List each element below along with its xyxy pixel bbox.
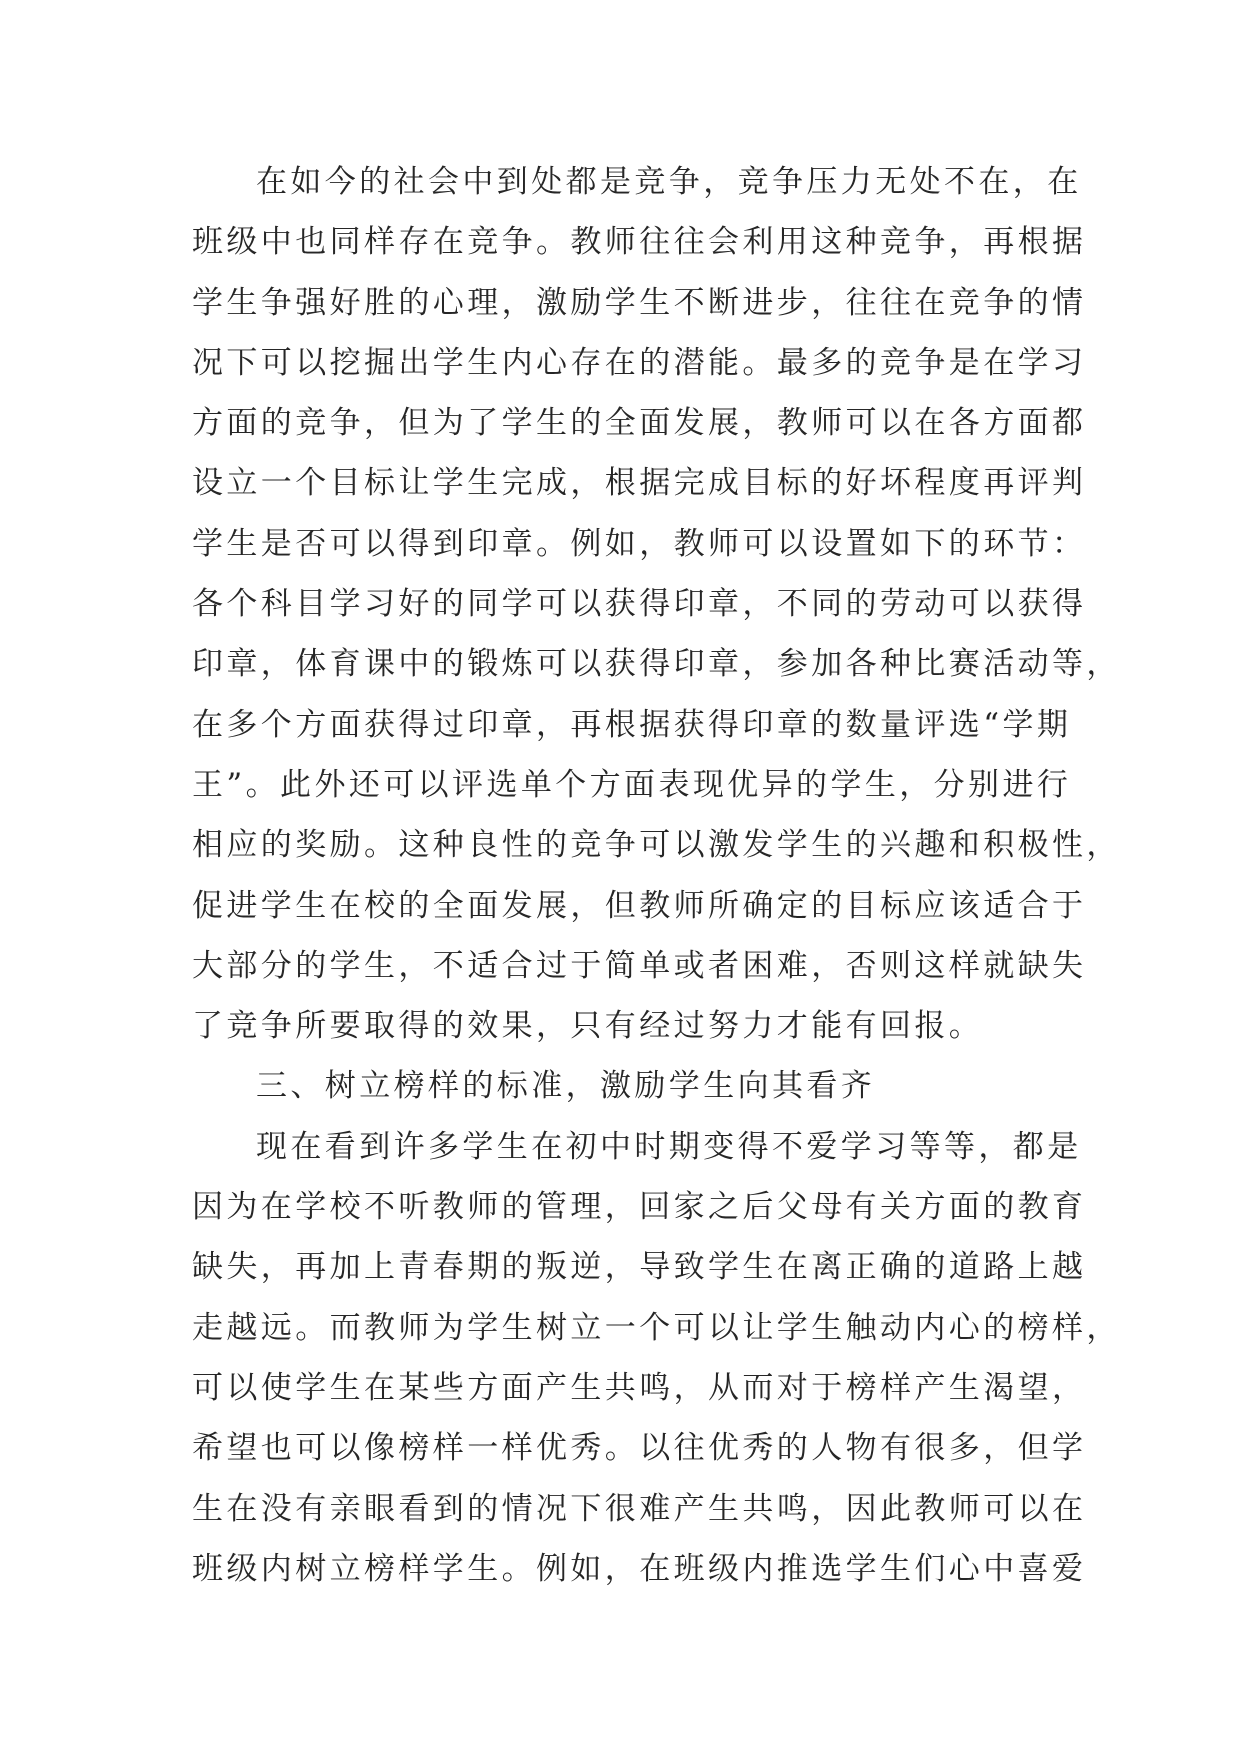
paragraph-1-line: 设立一个目标让学生完成，根据完成目标的好坏程度再评判 (192, 465, 1087, 502)
paragraph-2-line: 希望也可以像榜样一样优秀。以往优秀的人物有很多，但学 (192, 1430, 1087, 1467)
paragraph-1-line: 况下可以挖掘出学生内心存在的潜能。最多的竞争是在学习 (192, 344, 1087, 381)
document-body (192, 152, 1121, 1599)
paragraph-2-line: 缺失，再加上青春期的叛逆，导致学生在离正确的道路上越 (192, 1249, 1087, 1286)
paragraph-1-line: 在如今的社会中到处都是竞争，竞争压力无处不在，在 (256, 164, 1082, 200)
section-heading: 三、树立榜样的标准，激励学生向其看齐 (256, 1068, 876, 1105)
paragraph-1-line: 王”。此外还可以评选单个方面表现优异的学生，分别进行 (192, 766, 1072, 803)
paragraph-1-line: 相应的奖励。这种良性的竞争可以激发学生的兴趣和积极性， (192, 827, 1121, 864)
paragraph-1-line: 方面的竞争，但为了学生的全面发展，教师可以在各方面都 (192, 405, 1087, 442)
paragraph-2-line: 因为在学校不听教师的管理，回家之后父母有关方面的教育 (192, 1189, 1087, 1226)
paragraph-1-line: 印章，体育课中的锻炼可以获得印章，参加各种比赛活动等， (192, 646, 1121, 683)
paragraph-2-line: 走越远。而教师为学生树立一个可以让学生触动内心的榜样， (192, 1309, 1121, 1346)
paragraph-2-line: 现在看到许多学生在初中时期变得不爱学习等等，都是 (256, 1128, 1082, 1165)
paragraph-1-line: 了竞争所要取得的效果，只有经过努力才能有回报。 (192, 1008, 984, 1045)
paragraph-2-line: 生在没有亲眼看到的情况下很难产生共鸣，因此教师可以在 (192, 1490, 1087, 1527)
paragraph-2-line: 可以使学生在某些方面产生共鸣，从而对于榜样产生渴望， (192, 1369, 1087, 1406)
paragraph-1-line: 在多个方面获得过印章，再根据获得印章的数量评选“学期 (192, 706, 1072, 743)
paragraph-1-line: 促进学生在校的全面发展，但教师所确定的目标应该适合于 (192, 887, 1087, 924)
paragraph-2-line: 班级内树立榜样学生。例如，在班级内推选学生们心中喜爱 (192, 1550, 1087, 1587)
paragraph-1-line: 班级中也同样存在竞争。教师往往会利用这种竞争，再根据 (192, 224, 1087, 261)
paragraph-1-line: 大部分的学生，不适合过于简单或者困难，否则这样就缺失 (192, 947, 1087, 984)
paragraph-1-line: 学生争强好胜的心理，激励学生不断进步，往往在竞争的情 (192, 284, 1087, 321)
paragraph-1-line: 各个科目学习好的同学可以获得印章，不同的劳动可以获得 (192, 586, 1087, 623)
paragraph-1-line: 学生是否可以得到印章。例如，教师可以设置如下的环节： (192, 525, 1087, 562)
